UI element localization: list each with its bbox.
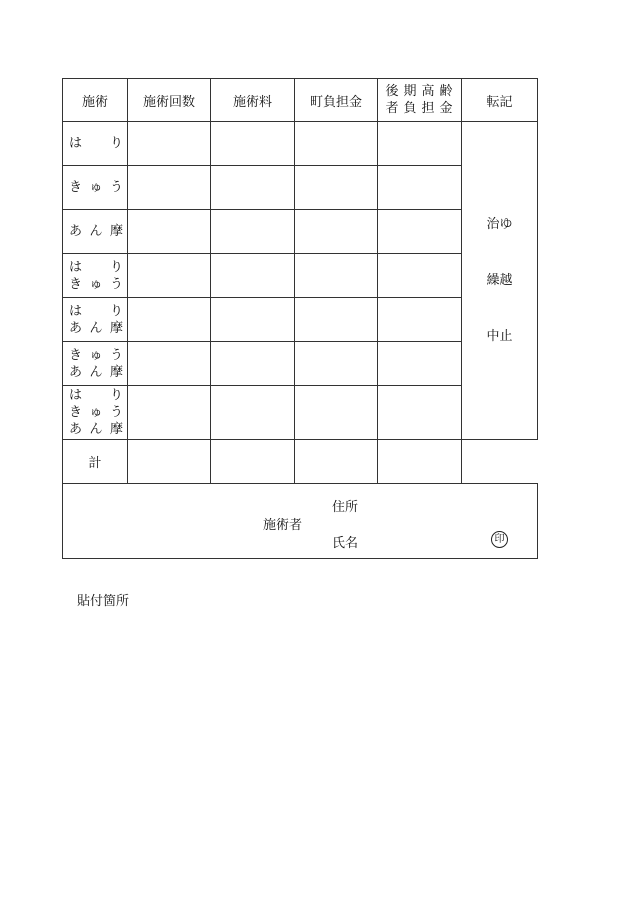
header-transfer: 転記 bbox=[462, 79, 538, 122]
treatment-type-char: ん bbox=[89, 320, 103, 336]
fee-cell[interactable] bbox=[211, 386, 295, 440]
header-row bbox=[63, 79, 538, 122]
treatment-type-label bbox=[63, 298, 128, 342]
treatment-type-char: ゅ bbox=[89, 405, 103, 420]
total-town-burden-cell[interactable] bbox=[295, 440, 378, 484]
elderly-burden-cell[interactable] bbox=[378, 298, 462, 342]
header-elderly-line1: 後期高齢 bbox=[385, 84, 458, 99]
town-burden-cell[interactable] bbox=[295, 342, 378, 386]
footer-row bbox=[63, 484, 538, 559]
total-fee-cell[interactable] bbox=[211, 440, 295, 484]
fee-cell[interactable] bbox=[211, 166, 295, 210]
treatment-type-char: は bbox=[69, 303, 83, 319]
fee-cell[interactable] bbox=[211, 122, 295, 166]
treatment-type-char: り bbox=[109, 388, 123, 403]
treatment-type-line bbox=[69, 223, 123, 240]
treatment-type-char: う bbox=[109, 276, 123, 292]
transfer-option[interactable]: 繰越 bbox=[486, 272, 513, 288]
treatment-type-char: 摩 bbox=[109, 320, 123, 336]
treatment-type-char: ん bbox=[89, 364, 103, 380]
treatment-type-char: は bbox=[69, 259, 83, 275]
paste-area-label: 貼付箇所 bbox=[77, 594, 130, 609]
treatment-type-label bbox=[63, 166, 128, 210]
practitioner-signature-area[interactable] bbox=[63, 484, 538, 559]
treatment-type-char: ゅ bbox=[89, 180, 103, 195]
treatment-type-label bbox=[63, 122, 128, 166]
header-town-burden: 町負担金 bbox=[295, 79, 378, 122]
treatment-type-char: き bbox=[69, 180, 83, 195]
treatment-type-line bbox=[69, 404, 123, 421]
treatment-type-char: う bbox=[109, 180, 123, 195]
count-cell[interactable] bbox=[128, 166, 211, 210]
count-cell[interactable] bbox=[128, 122, 211, 166]
header-elderly-line2: 者負担金 bbox=[385, 101, 458, 116]
town-burden-cell[interactable] bbox=[295, 386, 378, 440]
elderly-burden-cell[interactable] bbox=[378, 210, 462, 254]
treatment-type-char: あ bbox=[69, 364, 83, 380]
header-treatment: 施術 bbox=[63, 79, 128, 122]
treatment-type-char: う bbox=[109, 405, 123, 420]
name-label: 氏名 bbox=[332, 536, 359, 551]
header-elderly-burden bbox=[378, 79, 462, 122]
count-cell[interactable] bbox=[128, 254, 211, 298]
elderly-burden-cell[interactable] bbox=[378, 122, 462, 166]
treatment-type-char: 摩 bbox=[109, 224, 123, 239]
total-elderly-burden-cell[interactable] bbox=[378, 440, 462, 484]
treatment-type-char: り bbox=[109, 259, 123, 275]
treatment-type-char: あ bbox=[69, 422, 83, 437]
elderly-burden-cell[interactable] bbox=[378, 386, 462, 440]
treatment-type-char: き bbox=[69, 276, 83, 292]
elderly-burden-cell[interactable] bbox=[378, 342, 462, 386]
count-cell[interactable] bbox=[128, 342, 211, 386]
total-row bbox=[63, 440, 538, 484]
town-burden-cell[interactable] bbox=[295, 254, 378, 298]
treatment-type-label bbox=[63, 254, 128, 298]
treatment-type-char: ゅ bbox=[89, 347, 103, 363]
treatment-type-line bbox=[69, 421, 123, 438]
treatment-type-char: う bbox=[109, 347, 123, 363]
treatment-type-label bbox=[63, 210, 128, 254]
treatment-type-char: 摩 bbox=[109, 422, 123, 437]
seal-mark: 印 bbox=[491, 531, 508, 548]
treatment-type-char: 摩 bbox=[109, 364, 123, 380]
treatment-type-line bbox=[69, 276, 123, 293]
header-count: 施術回数 bbox=[128, 79, 211, 122]
treatment-type-line bbox=[69, 179, 123, 196]
treatment-type-char: り bbox=[109, 303, 123, 319]
practitioner-label: 施術者 bbox=[263, 518, 303, 533]
fee-cell[interactable] bbox=[211, 254, 295, 298]
treatment-type-char: あ bbox=[69, 224, 83, 239]
town-burden-cell[interactable] bbox=[295, 298, 378, 342]
treatment-type-line bbox=[69, 135, 123, 152]
count-cell[interactable] bbox=[128, 210, 211, 254]
treatment-type-line bbox=[69, 347, 123, 364]
elderly-burden-cell[interactable] bbox=[378, 166, 462, 210]
treatment-type-line bbox=[69, 259, 123, 276]
treatment-type-char: ん bbox=[89, 224, 103, 239]
treatment-type-char: り bbox=[109, 136, 123, 151]
treatment-type-char: は bbox=[69, 136, 83, 151]
treatment-type-char: は bbox=[69, 388, 83, 403]
fee-cell[interactable] bbox=[211, 298, 295, 342]
treatment-type-label bbox=[63, 386, 128, 440]
treatment-type-line bbox=[69, 387, 123, 404]
treatment-type-char: き bbox=[69, 347, 83, 363]
treatment-type-char: あ bbox=[69, 320, 83, 336]
count-cell[interactable] bbox=[128, 298, 211, 342]
address-label: 住所 bbox=[332, 500, 359, 515]
town-burden-cell[interactable] bbox=[295, 166, 378, 210]
fee-cell[interactable] bbox=[211, 210, 295, 254]
transfer-option[interactable]: 中止 bbox=[486, 328, 513, 344]
treatment-type-char: ゅ bbox=[89, 276, 103, 292]
header-fee: 施術料 bbox=[211, 79, 295, 122]
town-burden-cell[interactable] bbox=[295, 122, 378, 166]
treatment-type-line bbox=[69, 364, 123, 381]
treatment-type-char: き bbox=[69, 405, 83, 420]
treatment-type-char: ん bbox=[89, 422, 103, 437]
treatment-type-line bbox=[69, 320, 123, 337]
treatment-type-label bbox=[63, 342, 128, 386]
treatment-type-line bbox=[69, 303, 123, 320]
treatment-form-table bbox=[62, 78, 538, 559]
transfer-status-cell bbox=[462, 122, 538, 440]
transfer-option[interactable]: 治ゆ bbox=[486, 216, 513, 232]
count-cell[interactable] bbox=[128, 386, 211, 440]
treatment-row bbox=[63, 122, 538, 166]
town-burden-cell[interactable] bbox=[295, 210, 378, 254]
total-count-cell[interactable] bbox=[128, 440, 211, 484]
treatment-rows bbox=[63, 122, 538, 440]
total-label: 計 bbox=[63, 440, 128, 484]
elderly-burden-cell[interactable] bbox=[378, 254, 462, 298]
fee-cell[interactable] bbox=[211, 342, 295, 386]
